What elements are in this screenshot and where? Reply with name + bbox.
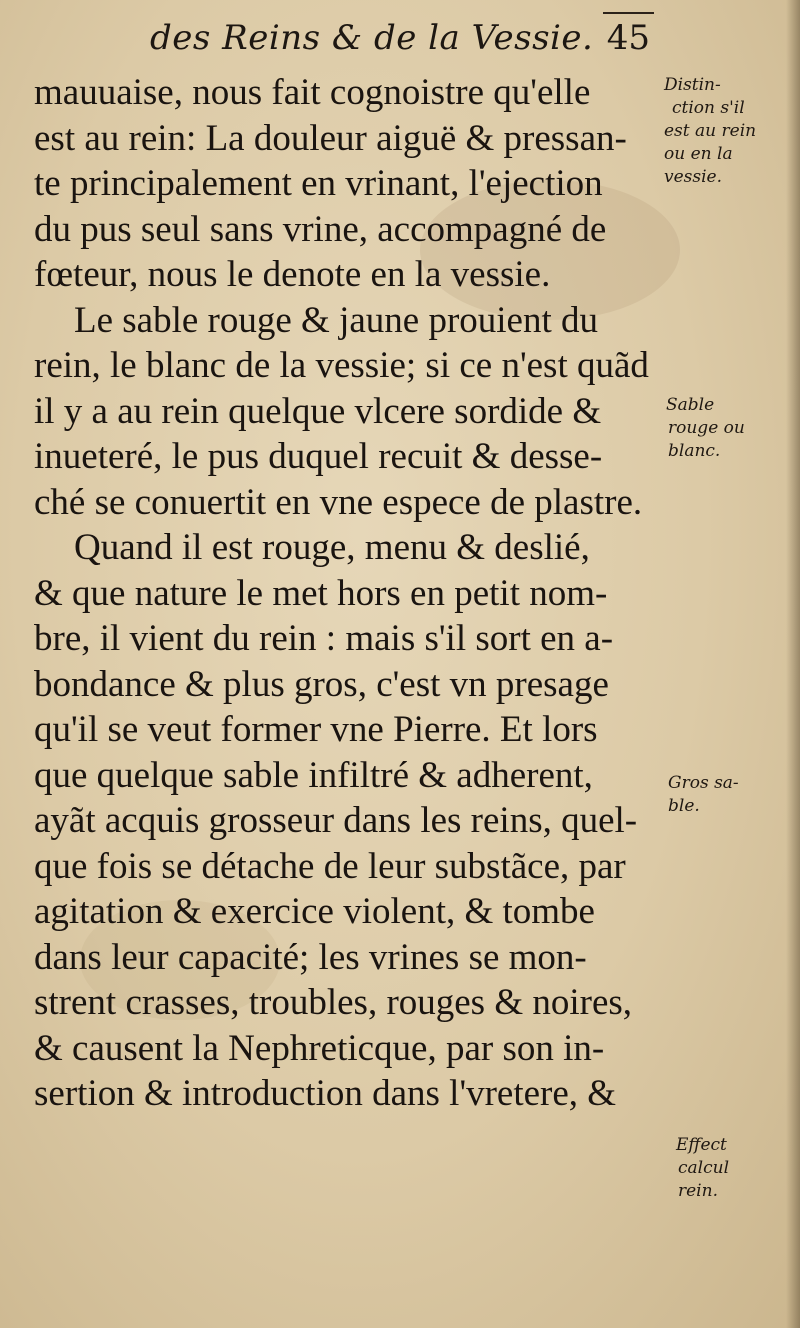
page-number: 45 xyxy=(606,18,650,58)
text-line: du pus seul sans vrine, accompagné de xyxy=(34,208,607,250)
page-gutter-shadow xyxy=(786,0,800,1328)
text-line: fœteur, nous le denote en la vessie. xyxy=(34,254,551,295)
text-line: bondance & plus gros, c'est vn presage xyxy=(34,663,609,705)
text-line: te principalement en vrinant, l'ejection xyxy=(34,163,603,204)
margin-note-line: rein. xyxy=(678,1181,718,1201)
text-line: ayãt acquis grosseur dans les reins, quel- xyxy=(34,800,638,841)
text-line: & causent la Nephreticque, par son in- xyxy=(34,1027,605,1069)
margin-note-sable xyxy=(666,394,745,463)
text-line: rein, le blanc de la vessie; si ce n'est quãd xyxy=(34,345,649,386)
text-line: est au rein: La douleur aiguë & pressan- xyxy=(34,117,627,159)
margin-note-line: blanc. xyxy=(668,441,721,461)
margin-note-line: rouge ou xyxy=(668,418,745,438)
text-line: bre, il vient du rein : mais s'il sort en a- xyxy=(34,618,614,659)
margin-note-line: est au rein xyxy=(664,121,757,141)
text-line: Le sable rouge & jaune prouient du xyxy=(74,299,598,341)
text-line: Quand il est rouge, menu & deslié, xyxy=(74,527,590,568)
text-line: sertion & introduction dans l'vretere, & xyxy=(34,1073,617,1114)
text-line: & que nature le met hors en petit nom- xyxy=(34,572,608,614)
text-line: il y a au rein quelque vlcere sordide & xyxy=(34,390,602,432)
margin-note-line: ction s'il xyxy=(672,98,745,118)
page-header xyxy=(150,18,650,68)
text-line: ché se conuertit en vne espece de plastre. xyxy=(34,481,643,523)
text-line: dans leur capacité; les vrines se mon- xyxy=(34,936,587,978)
text-line: inueteré, le pus duquel recuit & desse- xyxy=(34,436,603,477)
margin-note-gros-sable xyxy=(668,772,739,818)
margin-note-line: Sable xyxy=(666,395,715,415)
text-line: qu'il se veut former vne Pierre. Et lors xyxy=(34,709,598,750)
margin-note-effect xyxy=(676,1134,729,1203)
margin-note-line: vessie. xyxy=(664,167,723,187)
body-text xyxy=(34,70,666,1117)
margin-note-line: Effect xyxy=(676,1135,727,1155)
margin-note-distinction xyxy=(664,74,756,189)
margin-note-line: Gros sa- xyxy=(668,773,739,793)
text-line: que fois se détache de leur substãce, par xyxy=(34,845,626,887)
text-line: agitation & exercice violent, & tombe xyxy=(34,891,595,932)
margin-note-line: calcul xyxy=(678,1158,729,1178)
text-line: mauuaise, nous fait cognoistre qu'elle xyxy=(34,72,591,113)
margin-note-line: Distin- xyxy=(664,75,721,95)
text-line: strent crasses, troubles, rouges & noires, xyxy=(34,982,633,1023)
margin-note-line: ou en la xyxy=(664,144,733,164)
running-title: des Reins & de la Vessie. xyxy=(150,18,594,58)
text-line: que quelque sable infiltré & adherent, xyxy=(34,754,593,796)
margin-note-line: ble. xyxy=(668,796,700,816)
